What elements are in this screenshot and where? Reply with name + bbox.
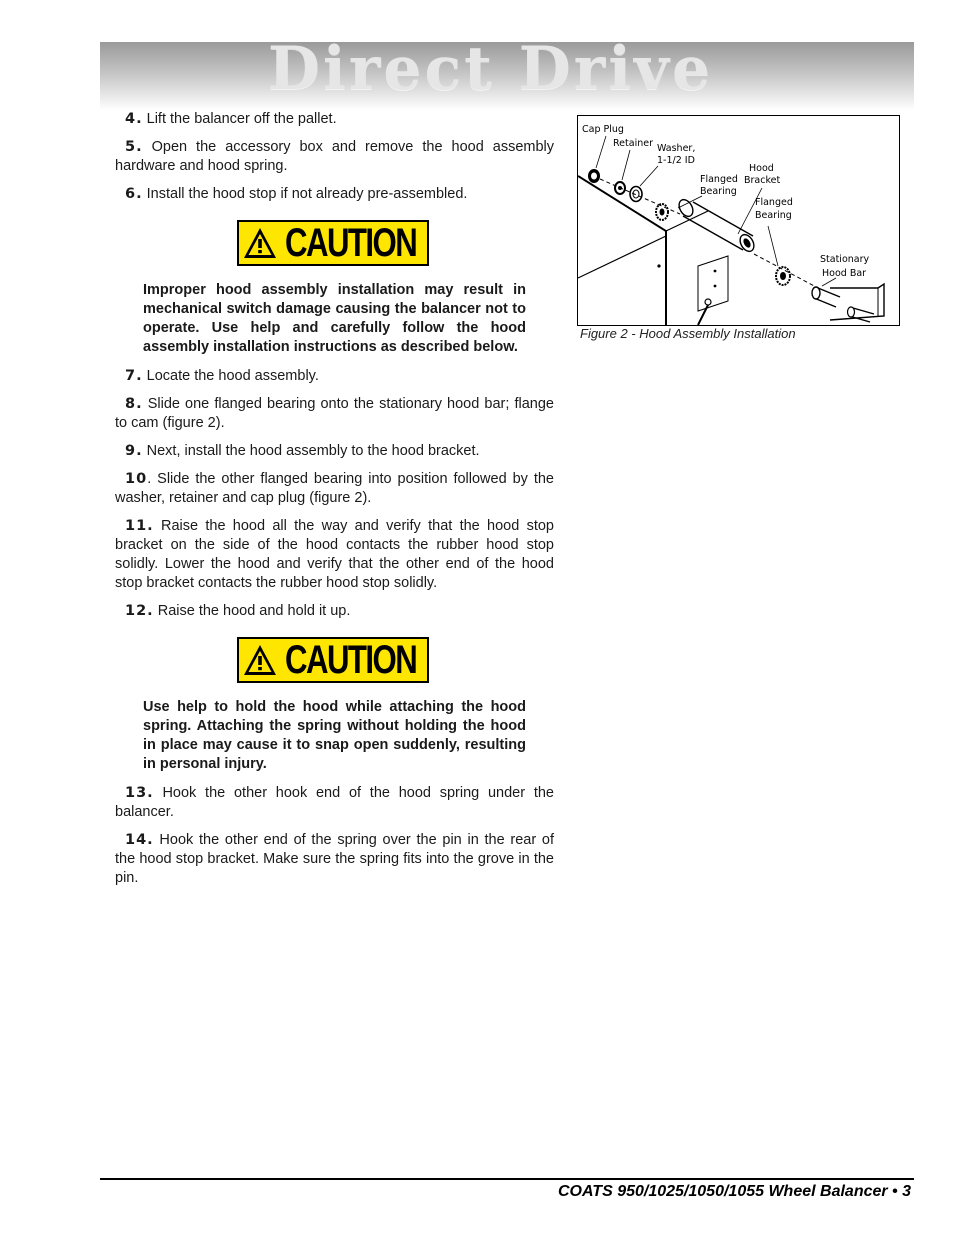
label-hood-bracket-2: Bracket xyxy=(744,175,781,186)
step-text: Raise the hood and hold it up. xyxy=(153,603,351,619)
step-text: Install the hood stop if not already pre-assembled. xyxy=(142,186,468,202)
caution-message: Use help to hold the hood while attaching the hood spring. Attaching the spring without holding the hood in place may cause it to snap open suddenly, resulting in personal injury. xyxy=(143,699,526,772)
step-number: 5. xyxy=(125,139,143,155)
step-12 xyxy=(115,602,554,621)
step-14 xyxy=(115,831,554,888)
step-text: Open the accessory box and remove the hood assembly hardware and hood spring. xyxy=(115,139,554,174)
step-text: Raise the hood all the way and verify that the hood stop bracket on the side of the hood contacts the rubber hood stop solidly. Lower the hood and verify that the other end of the hood stop bracket contacts the rubber hood stop solidly. xyxy=(115,518,554,591)
step-number: 9. xyxy=(125,443,143,459)
step-number: 8. xyxy=(125,396,143,412)
footer-rule xyxy=(100,1178,914,1180)
caution-label: CAUTION xyxy=(284,221,417,265)
caution-block-2 xyxy=(115,637,554,774)
step-10 xyxy=(115,470,554,508)
step-number: 14. xyxy=(125,832,154,848)
label-flanged-bearing-1a: Flanged xyxy=(700,174,738,185)
step-number: 13. xyxy=(125,785,154,801)
label-flanged-bearing-1b: Bearing xyxy=(700,186,737,197)
step-text: Hook the other hook end of the hood spring under the balancer. xyxy=(115,785,554,820)
step-8 xyxy=(115,395,554,433)
label-stationary-2: Hood Bar xyxy=(822,268,867,279)
step-number: 12. xyxy=(125,603,154,619)
caution-banner xyxy=(237,637,429,683)
section-title: Direct Drive xyxy=(268,42,714,104)
caution-banner xyxy=(237,220,429,266)
label-flanged-bearing-2b: Bearing xyxy=(755,210,792,221)
caution-label: CAUTION xyxy=(284,638,417,682)
label-retainer: Retainer xyxy=(613,138,653,149)
header-band xyxy=(100,42,914,110)
step-number: 11. xyxy=(125,518,154,534)
step-number: 6. xyxy=(125,186,143,202)
warning-triangle-icon xyxy=(243,227,277,259)
step-text: . Slide the other flanged bearing into position followed by the washer, retainer and cap plug (figure 2). xyxy=(115,471,554,506)
label-washer-2: 1-1/2 ID xyxy=(657,155,695,166)
step-number: 10 xyxy=(125,471,148,487)
caution-block-1 xyxy=(115,220,554,357)
label-washer-1: Washer, xyxy=(657,143,696,154)
step-5 xyxy=(115,138,554,176)
label-flanged-bearing-2a: Flanged xyxy=(755,197,793,208)
step-7 xyxy=(115,367,554,386)
hood-assembly-figure xyxy=(577,115,900,326)
label-stationary-1: Stationary xyxy=(820,254,870,265)
step-text: Lift the balancer off the pallet. xyxy=(142,111,337,127)
step-13 xyxy=(115,784,554,822)
step-text: Locate the hood assembly. xyxy=(142,368,319,384)
footer-text: COATS 950/1025/1050/1055 Wheel Balancer • 3 xyxy=(557,1183,911,1200)
step-4 xyxy=(115,110,554,129)
label-hood-bracket-1: Hood xyxy=(749,163,774,174)
step-number: 7. xyxy=(125,368,143,384)
step-text: Slide one flanged bearing onto the stationary hood bar; flange to cam (figure 2). xyxy=(115,396,554,431)
caution-message: Improper hood assembly installation may result in mechanical switch damage causing the balancer not to operate. Use help and carefully follow the hood assembly installation instructions as described below. xyxy=(143,282,526,355)
warning-triangle-icon xyxy=(243,644,277,676)
step-11 xyxy=(115,517,554,593)
instructions-column xyxy=(115,110,554,897)
step-9 xyxy=(115,442,554,461)
step-text: Next, install the hood assembly to the hood bracket. xyxy=(142,443,480,459)
label-cap-plug: Cap Plug xyxy=(582,124,624,135)
step-number: 4. xyxy=(125,111,143,127)
step-text: Hook the other end of the spring over the pin in the rear of the hood stop bracket. Make sure the spring fits into the grove in the pin. xyxy=(115,832,554,886)
figure-caption: Figure 2 - Hood Assembly Installation xyxy=(580,326,796,341)
step-6 xyxy=(115,185,554,204)
